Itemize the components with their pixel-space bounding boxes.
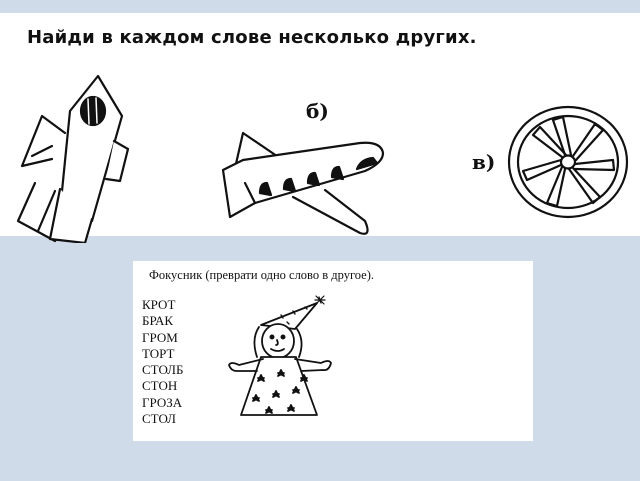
task2-panel: [133, 261, 533, 441]
rocket-illustration: [10, 71, 140, 243]
word-item: ГРОЗА: [142, 394, 183, 410]
word-item: СТОН: [142, 378, 178, 394]
wizard-illustration: [221, 295, 341, 425]
task1-title: Найди в каждом слове несколько других.: [27, 27, 477, 48]
word-item: ГРОМ: [142, 329, 178, 345]
word-list: [142, 297, 183, 427]
word-item: БРАК: [142, 313, 174, 329]
label-b: б): [306, 99, 329, 123]
word-item: КРОТ: [142, 297, 176, 312]
airplane-illustration: [215, 125, 390, 243]
task2-title: Фокусник (преврати одно слово в другое).: [149, 268, 375, 282]
word-item: ТОРТ: [142, 345, 175, 361]
word-item: СТОЛ: [142, 411, 176, 427]
wheel-illustration: [505, 102, 631, 222]
word-item: СТОЛБ: [142, 362, 184, 378]
task1-panel: [0, 13, 640, 236]
label-v: в): [472, 150, 496, 174]
